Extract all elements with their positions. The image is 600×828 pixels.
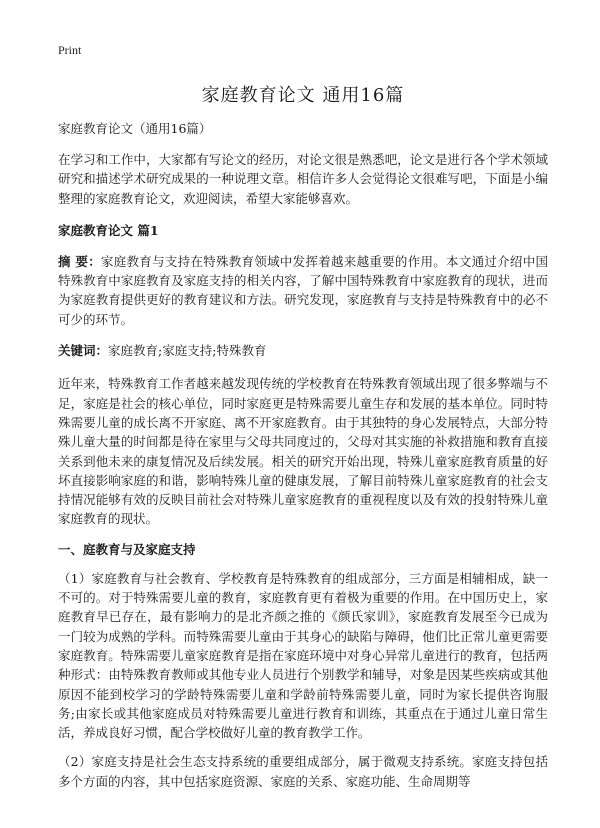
body-paragraph: 近年来，特殊教育工作者越来越发现传统的学校教育在特殊教育领域出现了很多弊端与不足，家庭是社会的核心单位，同时家庭更是特殊需要儿童生存和发展的基本单位。同时特殊需要儿童的成长离不开家庭、离不开家庭教育。由于其独特的身心发展特点，大部分特殊儿童大量的时间都是待在家里与父母共同度过的，父母对其实施的补救措施和教育直接关系到他未来的康复情况及后续发展。相关的研究开始出现，特殊儿童家庭教育质量的好坏直接影响家庭的和谐，影响特殊儿童的健康发展，了解目前特殊儿童家庭教育的社会支持情况能够有效的反映目前社会对特殊儿童家庭教育的重视程度以及有效的投射特殊儿童家庭教育的现状。 [58,376,548,527]
keywords-paragraph [58,341,548,360]
heading-family-education: 一、庭教育与及家庭支持 [58,541,196,557]
print-link[interactable]: Print [58,43,82,57]
keywords-text: 家庭教育;家庭支持;特殊教育 [108,343,267,359]
abstract-text: 家庭教育与支持在特殊教育领域中发挥着越来越重要的作用。本文通过介绍中国特殊教育中家庭教育及家庭支持的相关内容，了解中国特殊教育中家庭教育的现状，进而为家庭教育提供更好的教育建议和方法。研究发现，家庭教育与支持是特殊教育中的必不可少的环节。 [58,253,548,327]
document-subtitle: 家庭教育论文（通用16篇） [58,121,212,136]
abstract-label: 摘 要： [58,253,101,269]
intro-paragraph: 在学习和工作中，大家都有写论文的经历，对论文很是熟悉吧，论文是进行各个学术领域研究和描述学术研究成果的一种说理文章。相信许多人会觉得论文很难写吧，下面是小编整理的家庭教育论文，欢迎阅读，希望大家能够喜欢。 [58,152,548,206]
keywords-label: 关键词： [58,343,109,359]
section-title: 家庭教育论文 篇1 [58,222,159,238]
point-2-paragraph: （2）家庭支持是社会生态支持系统的重要组成部分，属于微观支持系统。家庭支持包括多个方面的内容，其中包括家庭资源、家庭的关系、家庭功能、生命周期等 [58,754,548,789]
abstract-paragraph [58,252,548,329]
document-title: 家庭教育论文 通用16篇 [201,85,405,106]
point-1-paragraph: （1）家庭教育与社会教育、学校教育是特殊教育的组成部分，三方面是相辅相成，缺一不可的。对于特殊需要儿童的教育，家庭教育更有着极为重要的作用。在中国历史上，家庭教育早已存在，最有影响力的是北齐颜之推的《颜氏家训》，家庭教育发展至今已成为一门较为成熟的学科。而特殊需要儿童由于其身心的缺陷与障碍，他们比正常儿童更需要家庭教育。特殊需要儿童家庭教育是指在家庭环境中对身心异常儿童进行的教育，包括两种形式：由特殊教育教师或其他专业人员进行个别教学和辅导，对象是因某些疾病或其他原因不能到校学习的学龄特殊需要儿童和学龄前特殊需要儿童，同时为家长提供咨询服务;由家长或其他家庭成员对特殊需要儿童进行教育和训练，其重点在于通过儿童日常生活，养成良好习惯，配合学校做好儿童的教育教学工作。 [58,570,548,741]
